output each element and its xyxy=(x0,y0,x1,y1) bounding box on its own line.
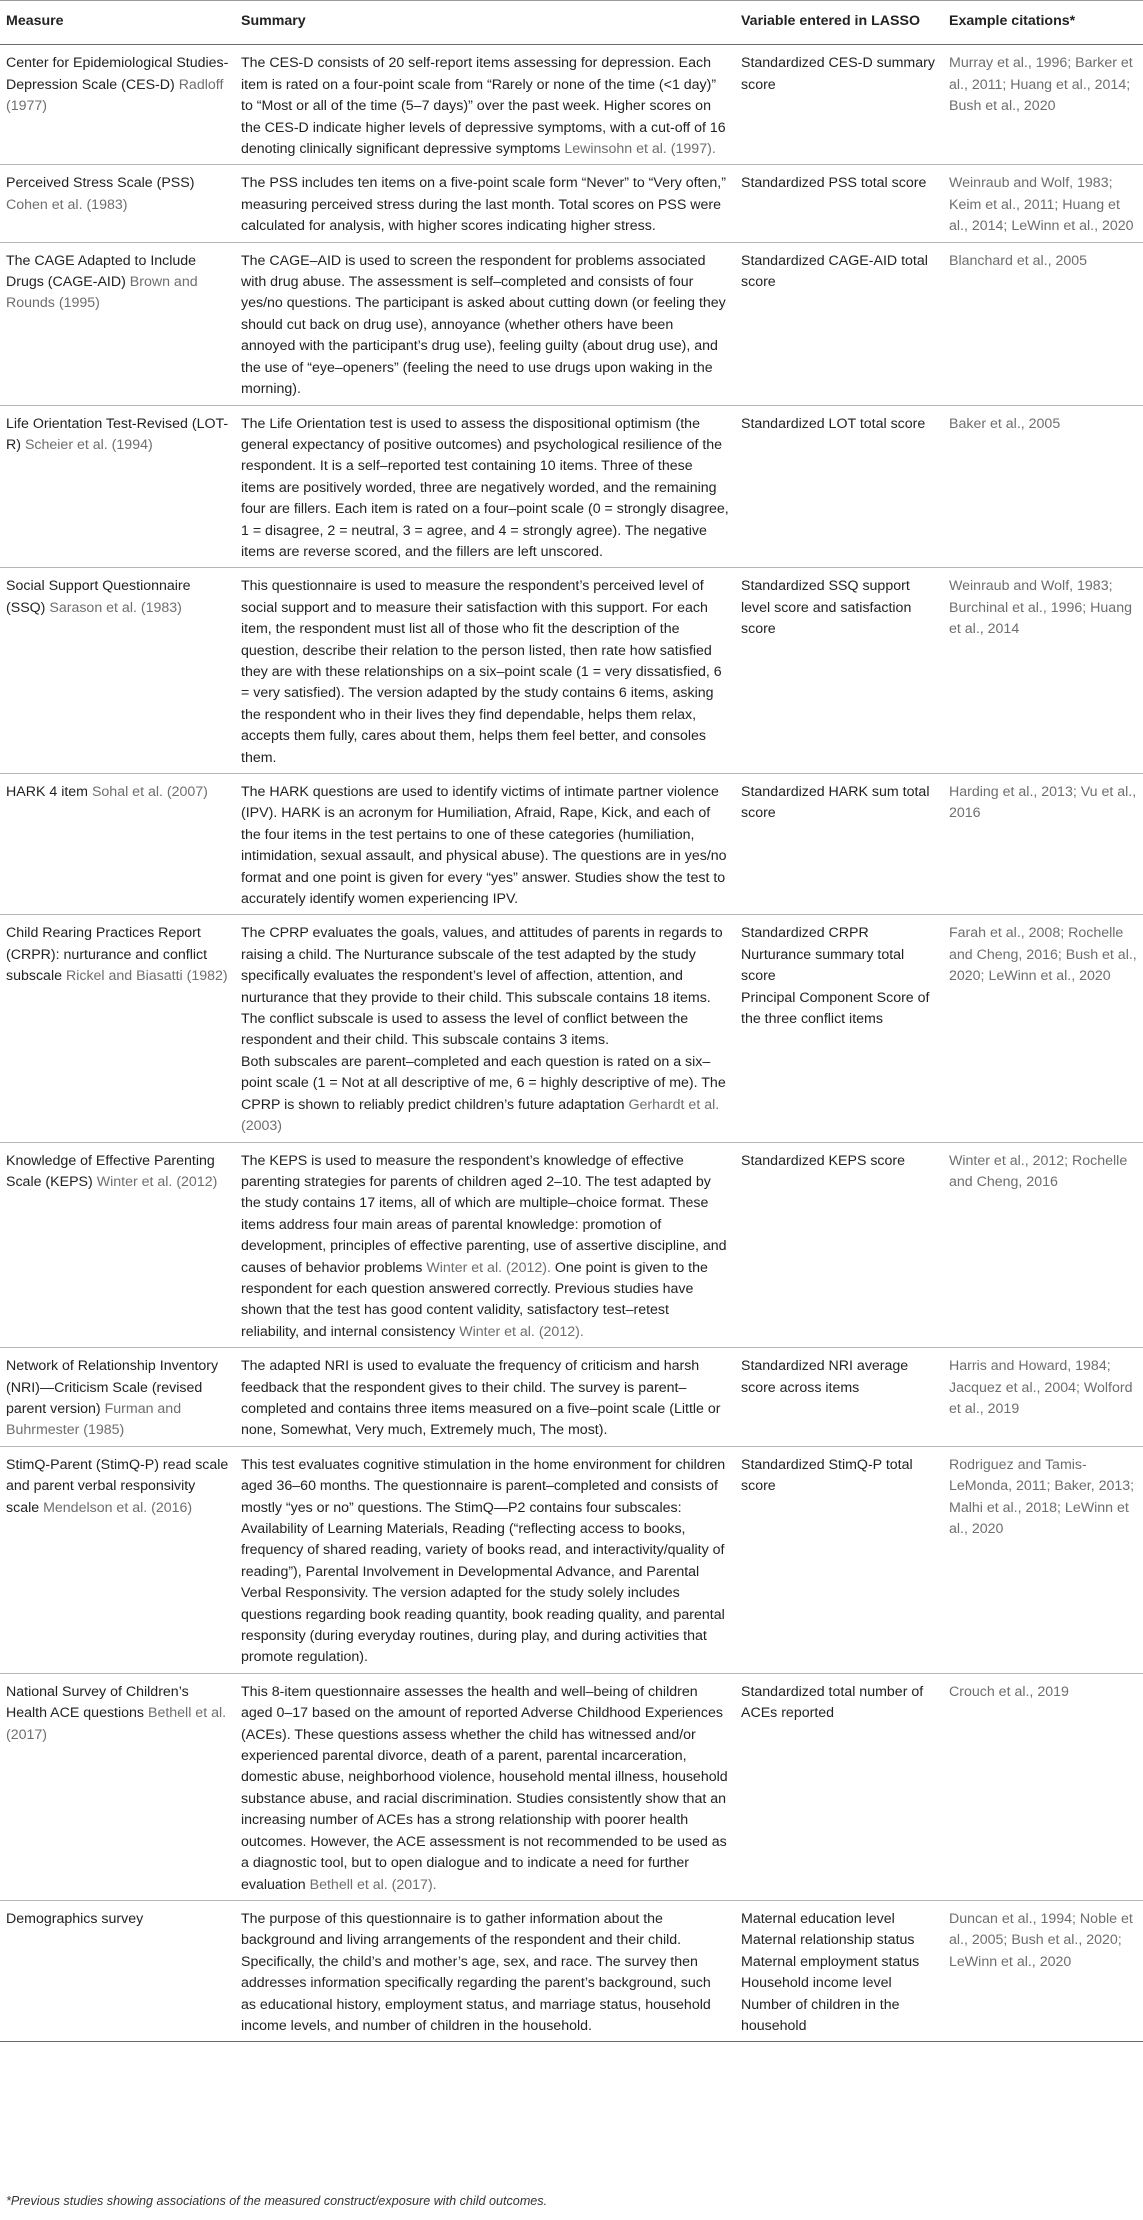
example-citations: Baker et al., 2005 xyxy=(949,415,1061,432)
variable-text: Number of children in the household xyxy=(741,1996,900,2034)
summary-text: The HARK questions are used to identify victims of intimate partner violence (IPV). HARK is an acronym for Humiliation, Afraid, Rape, Kick, and each of the four items in the test pertains to one of these categories (humiliation, intimidation, sexual assault, and physical abuse). The questions are in yes/no format and one point is given for every “yes” answer. Studies show the test to accurately identify women experiencing IPV. xyxy=(241,784,727,908)
example-citations: Harris and Howard, 1984; Jacquez et al., 2004; Wolford et al., 2019 xyxy=(949,1358,1133,1417)
cell-variable xyxy=(735,774,943,915)
variable-text: Standardized HARK sum total score xyxy=(741,784,930,822)
example-citations: Blanchard et al., 2005 xyxy=(949,252,1088,269)
variable-text: Standardized LOT total score xyxy=(741,415,926,432)
header-citations: Example citations* xyxy=(943,1,1143,45)
header-measure: Measure xyxy=(0,1,235,45)
summary-citation: Lewinsohn et al. (1997). xyxy=(564,141,716,158)
measure-citation: Bethell et al. (2017) xyxy=(6,1705,227,1743)
measure-name: Demographics survey xyxy=(6,1910,144,1927)
variable-text: Maternal relationship status xyxy=(741,1932,915,1949)
measure-name: National Survey of Children’s Health ACE questions xyxy=(6,1683,189,1722)
measure-citation: Rickel and Biasatti (1982) xyxy=(65,968,228,985)
measure-name: Knowledge of Effective Parenting Scale (KEPS) xyxy=(6,1152,215,1190)
table-row xyxy=(0,774,1143,915)
summary-text: The CES-D consists of 20 self-report items assessing for depression. Each item is rated on a four-point scale from “Rarely or none of the time (<1 day)” to “Most or all of the time (5–7 days)” over the past week. Higher scores on the CES-D indicate higher levels of depressive symptoms, with a cut-off of 16 denoting clinically significant depressive symptoms xyxy=(241,55,726,158)
summary-text: Both subscales are parent–completed and each question is rated on a six–point scale (1 = Not at all descriptive of me, 6 = highly descriptive of me). The CPRP is shown to reliably predict children’s future adaptation xyxy=(241,1053,726,1113)
cell-variable xyxy=(735,1673,943,1900)
cell-citations xyxy=(943,45,1143,165)
example-citations: Weinraub and Wolf, 1983; Keim et al., 2011; Huang et al., 2014; LeWinn et al., 2020 xyxy=(949,175,1134,235)
variable-text: Standardized total number of ACEs reported xyxy=(741,1683,924,1722)
variable-text: Principal Component Score of the three conflict items xyxy=(741,989,930,1028)
cell-citations xyxy=(943,1348,1143,1447)
table-row xyxy=(0,915,1143,1142)
cell-summary xyxy=(235,45,735,165)
cell-summary xyxy=(235,915,735,1142)
header-variable: Variable entered in LASSO xyxy=(735,1,943,45)
measure-citation: Radloff (1977) xyxy=(6,76,224,115)
table-row xyxy=(0,1900,1143,2041)
cell-summary xyxy=(235,1348,735,1447)
cell-citations xyxy=(943,242,1143,405)
measure-name: Child Rearing Practices Report (CRPR): nurturance and conflict subscale xyxy=(6,925,208,985)
summary-text: The Life Orientation test is used to assess the dispositional optimism (the general expectancy of positive outcomes) and psychological resilience of the respondent. It is a self–reported test containing 10 items. Three of these items are positively worded, three are negatively worded, and the remaining four are fillers. Each item is rated on a four–point scale (0 = strongly disagree, 1 = disagree, 2 = neutral, 3 = agree, and 4 = strongly agree). The negative items are reverse scored, and the fillers are left unscored. xyxy=(241,415,729,560)
variable-text: Standardized StimQ-P total score xyxy=(741,1456,913,1495)
summary-citation: Winter et al. (2012). xyxy=(459,1323,584,1340)
table-row xyxy=(0,165,1143,242)
cell-citations xyxy=(943,774,1143,915)
summary-text: The CPRP evaluates the goals, values, and attitudes of parents in regards to raising a child. The Nurturance subscale of the test adapted by the study specifically evaluates the respondent’s level of affection, attention, and nurturance that they provide to their child. This subscale contains 18 items. The conflict subscale is used to assess the level of conflict between the respondent and their child. This subscale contains 3 items. xyxy=(241,925,723,1049)
summary-text: The CAGE–AID is used to screen the respondent for problems associated with drug abuse. The assessment is self–completed and consists of four yes/no questions. The participant is asked about cutting down (or feeling they should cut back on drug use), annoyance (whether others have been annoyed with the participant’s drug use), feeling guilty (about drug use), and the use of “eye–openers” (feeling the need to use drugs upon waking in the morning). xyxy=(241,252,726,398)
measure-citation: Scheier et al. (1994) xyxy=(24,436,153,453)
measure-citation: Brown and Rounds (1995) xyxy=(6,274,198,312)
cell-measure xyxy=(0,1900,235,2041)
measure-name: HARK 4 item xyxy=(6,784,88,800)
cell-measure xyxy=(0,45,235,165)
measure-citation: Furman and Buhrmester (1985) xyxy=(6,1400,182,1439)
summary-text: This test evaluates cognitive stimulation in the home environment for children aged 36–60 months. The questionnaire is parent–completed and consists of mostly “yes or no” questions. The StimQ—P2 contains four subscales: Availability of Learning Materials, Reading (“reflecting access to books, frequency of shared reading, variety of books read, and interactivity/quality of reading”), Parental Involvement in Developmental Advance, and Parental Verbal Responsivity. The version adapted for the study solely includes questions regarding book reading quantity, book reading quality, and parental responsity (during everyday routines, during play, and during activities that promote regulation). xyxy=(241,1456,726,1666)
cell-measure xyxy=(0,405,235,568)
measure-name: Center for Epidemiological Studies-Depression Scale (CES-D) xyxy=(6,55,229,93)
measure-name: Life Orientation Test-Revised (LOT-R) xyxy=(6,415,229,453)
summary-text: The PSS includes ten items on a five-point scale form “Never” to “Very often,” measuring perceived stress during the last month. Total scores on PSS were calculated for analysis, with higher scores indicating higher stress. xyxy=(241,175,726,235)
cell-summary xyxy=(235,568,735,774)
cell-summary xyxy=(235,774,735,915)
summary-text: The KEPS is used to measure the respondent’s knowledge of effective parenting strategies for parents of children aged 2–10. The test adapted by the study contains 17 items, all of which are multiple–choice format. These items address four main areas of parental knowledge: promotion of development, principles of effective parenting, use of assertive discipline, and causes of behavior problems xyxy=(241,1152,727,1276)
cell-summary xyxy=(235,242,735,405)
example-citations: Winter et al., 2012; Rochelle and Cheng, 2016 xyxy=(949,1152,1128,1190)
cell-variable xyxy=(735,405,943,568)
cell-variable xyxy=(735,1348,943,1447)
table-header-row xyxy=(0,1,1143,45)
cell-summary xyxy=(235,165,735,242)
cell-variable xyxy=(735,568,943,774)
example-citations: Harding et al., 2013; Vu et al., 2016 xyxy=(949,784,1137,822)
cell-citations xyxy=(943,165,1143,242)
summary-text: The purpose of this questionnaire is to gather information about the background and living arrangements of the respondent and their child. Specifically, the child’s and mother’s age, sex, and race. The survey then addresses information specifically regarding the parent’s background, such as educational history, employment status, and marriage status, household income levels, and number of children in the household. xyxy=(241,1910,711,2034)
cell-measure xyxy=(0,1348,235,1447)
measure-citation: Winter et al. (2012) xyxy=(96,1173,218,1190)
cell-summary xyxy=(235,1446,735,1673)
variable-text: Standardized PSS total score xyxy=(741,175,927,192)
summary-citation: Gerhardt et al. (2003) xyxy=(241,1096,720,1135)
summary-citation: Bethell et al. (2017). xyxy=(309,1876,437,1893)
example-citations: Murray et al., 1996; Barker et al., 2011; Huang et al., 2014; Bush et al., 2020 xyxy=(949,55,1133,115)
variable-text: Standardized CES-D summary score xyxy=(741,55,935,93)
cell-citations xyxy=(943,1673,1143,1900)
table-row xyxy=(0,1142,1143,1348)
variable-text: Standardized KEPS score xyxy=(741,1152,906,1169)
summary-text: This questionnaire is used to measure the respondent’s perceived level of social support and to measure their satisfaction with this support. For each item, the respondent must list all of those who fit the description of the question, describe their relation to the person listed, then rate how satisfied they are with these relationships on a six–point scale (1 = very dissatisfied, 6 = very satisfied). The version adapted by the study contains 6 items, asking the respondent who in their lives they find dependable, helps them relax, accepts them fully, cares about them, helps them feel better, and consoles them. xyxy=(241,578,722,766)
cell-citations xyxy=(943,915,1143,1142)
cell-summary xyxy=(235,1673,735,1900)
measure-name: Network of Relationship Inventory (NRI)—Criticism Scale (revised parent version) xyxy=(6,1358,219,1417)
variable-text: Standardized SSQ support level score and satisfaction score xyxy=(741,578,912,638)
table-row xyxy=(0,45,1143,165)
table-row xyxy=(0,1673,1143,1900)
cell-measure xyxy=(0,242,235,405)
cell-variable xyxy=(735,45,943,165)
cell-measure xyxy=(0,915,235,1142)
measure-name: StimQ-Parent (StimQ-P) read scale and parent verbal responsivity scale xyxy=(6,1456,229,1516)
example-citations: Rodriguez and Tamis-LeMonda, 2011; Baker, 2013; Malhi et al., 2018; LeWinn et al., 2020 xyxy=(949,1456,1135,1537)
cell-variable xyxy=(735,1142,943,1348)
cell-measure xyxy=(0,1142,235,1348)
table-row xyxy=(0,1348,1143,1447)
table-body xyxy=(0,45,1143,2042)
cell-variable xyxy=(735,915,943,1142)
cell-summary xyxy=(235,1900,735,2041)
measure-citation: Mendelson et al. (2016) xyxy=(43,1499,193,1516)
cell-citations xyxy=(943,568,1143,774)
cell-measure xyxy=(0,165,235,242)
table-row xyxy=(0,568,1143,774)
cell-citations xyxy=(943,1900,1143,2041)
variable-text: Standardized NRI average score across items xyxy=(741,1358,909,1396)
example-citations: Farah et al., 2008; Rochelle and Cheng, 2016; Bush et al., 2020; LeWinn et al., 2020 xyxy=(949,925,1137,985)
example-citations: Duncan et al., 1994; Noble et al., 2005; Bush et al., 2020; LeWinn et al., 2020 xyxy=(949,1910,1133,1970)
cell-measure xyxy=(0,774,235,915)
cell-variable xyxy=(735,242,943,405)
variable-text: Standardized CAGE-AID total score xyxy=(741,252,928,291)
summary-text: This 8-item questionnaire assesses the health and well–being of children aged 0–17 based on the amount of reported Adverse Childhood Experiences (ACEs). These questions assess whether the child has witnessed and/or experienced parental divorce, death of a parent, parental incarceration, domestic abuse, neighborhood violence, household mental illness, household substance abuse, and racial discrimination. Studies consistently show that an increasing number of ACEs has a strong relationship with poorer health outcomes. However, the ACE assessment is not recommended to be used as a diagnostic tool, but to open dialogue and to indicate a need for further evaluation xyxy=(241,1683,728,1893)
cell-measure xyxy=(0,1446,235,1673)
cell-citations xyxy=(943,1142,1143,1348)
variable-text: Standardized CRPR Nurturance summary total score xyxy=(741,925,905,985)
measure-name: The CAGE Adapted to Include Drugs (CAGE-AID) xyxy=(6,252,197,291)
measure-citation: Cohen et al. (1983) xyxy=(6,196,128,213)
table-footnote: *Previous studies showing associations of the measured construct/exposure with child outcomes. xyxy=(6,2194,548,2208)
cell-measure xyxy=(0,568,235,774)
measure-citation: Sohal et al. (2007) xyxy=(91,784,208,800)
cell-summary xyxy=(235,405,735,568)
summary-citation: Winter et al. (2012). xyxy=(426,1259,551,1276)
measure-name: Social Support Questionnaire (SSQ) xyxy=(6,578,191,616)
example-citations: Weinraub and Wolf, 1983; Burchinal et al., 1996; Huang et al., 2014 xyxy=(949,578,1132,638)
table-row xyxy=(0,242,1143,405)
header-summary: Summary xyxy=(235,1,735,45)
summary-text: One point is given to the respondent for each question answered correctly. Previous studies have shown that the test has good content validity, satisfactory test–retest reliability, and internal consistency xyxy=(241,1259,708,1340)
variable-text: Maternal employment status xyxy=(741,1953,920,1970)
measure-citation: Sarason et al. (1983) xyxy=(49,599,182,616)
measure-name: Perceived Stress Scale (PSS) xyxy=(6,175,195,192)
cell-variable xyxy=(735,1446,943,1673)
cell-citations xyxy=(943,1446,1143,1673)
cell-variable xyxy=(735,1900,943,2041)
variable-text: Household income level xyxy=(741,1975,892,1992)
cell-summary xyxy=(235,1142,735,1348)
cell-measure xyxy=(0,1673,235,1900)
cell-citations xyxy=(943,405,1143,568)
summary-text: The adapted NRI is used to evaluate the frequency of criticism and harsh feedback that the respondent gives to their child. The survey is parent–completed and contains three items measured on a five–point scale (Little or none, Somewhat, Very much, Extremely much, The most). xyxy=(241,1358,721,1439)
cell-variable xyxy=(735,165,943,242)
variable-text: Maternal education level xyxy=(741,1910,895,1927)
example-citations: Crouch et al., 2019 xyxy=(949,1683,1069,1700)
table-row xyxy=(0,405,1143,568)
table-row xyxy=(0,1446,1143,1673)
